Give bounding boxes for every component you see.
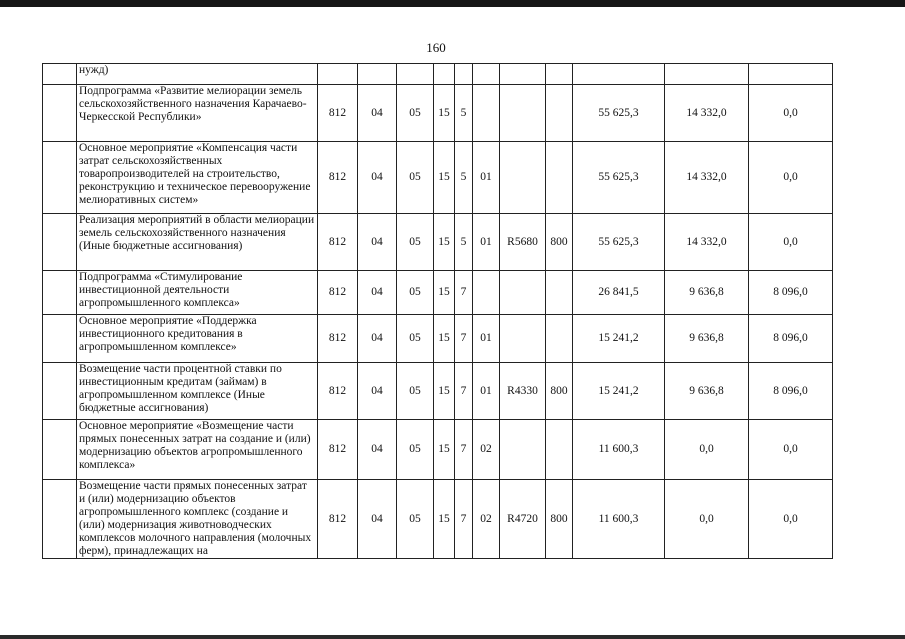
amount-cell-y2	[665, 142, 749, 214]
code-cell-pr	[397, 64, 434, 85]
amount-value: 14 332,0	[686, 106, 727, 119]
amount-value: 9 636,8	[689, 332, 724, 344]
code-cell-grbs: 812	[318, 85, 358, 142]
code-cell-prog: 15	[434, 214, 455, 271]
amount-cell-y1	[573, 480, 665, 559]
amount-value: 55 625,3	[598, 106, 639, 119]
code-cell-vr	[546, 64, 573, 85]
code-cell-dir	[500, 315, 546, 363]
table-row	[43, 271, 833, 315]
code-cell-pr: 05	[397, 315, 434, 363]
code-cell-grbs: 812	[318, 214, 358, 271]
code-cell-grbs: 812	[318, 142, 358, 214]
code-cell-vr	[546, 315, 573, 363]
code-cell-vr: 800	[546, 363, 573, 420]
row-name-cell: Основное мероприятие «Возмещение части прямых понесенных затрат на создание и (или) модернизацию объектов агропромышленного комплекса»	[77, 420, 318, 480]
code-cell-grbs: 812	[318, 271, 358, 315]
row-number-cell	[43, 420, 77, 480]
amount-cell-y1	[573, 85, 665, 142]
code-cell-dir: R5680	[500, 214, 546, 271]
code-cell-pr: 05	[397, 214, 434, 271]
code-cell-sub: 7	[455, 420, 473, 480]
code-cell-rz: 04	[358, 142, 397, 214]
row-name-cell: Основное мероприятие «Компенсация части затрат сельскохозяйственных товаропроизводителей на строительство, реконструкцию и техническое перевооружение мелиоративных систем»	[77, 142, 318, 214]
table-row	[43, 214, 833, 271]
code-cell-rz: 04	[358, 85, 397, 142]
code-cell-rz	[358, 64, 397, 85]
code-cell-dir	[500, 142, 546, 214]
code-cell-vr: 800	[546, 480, 573, 559]
code-cell-event	[473, 271, 500, 315]
row-number-cell	[43, 214, 77, 271]
table-row	[43, 315, 833, 363]
row-number-cell	[43, 480, 77, 559]
code-cell-vr	[546, 85, 573, 142]
amount-value: 14 332,0	[686, 235, 727, 248]
code-cell-vr	[546, 271, 573, 315]
table-row	[43, 363, 833, 420]
code-cell-dir	[500, 271, 546, 315]
scan-bottom-edge	[0, 635, 905, 639]
code-cell-sub: 7	[455, 480, 473, 559]
amount-cell-y3	[749, 363, 833, 420]
code-cell-vr: 800	[546, 214, 573, 271]
code-cell-pr: 05	[397, 480, 434, 559]
amount-value: 0,0	[783, 171, 798, 183]
amount-cell-y2	[665, 64, 749, 85]
amount-cell-y2	[665, 420, 749, 480]
code-cell-dir	[500, 85, 546, 142]
amount-value: 8 096,0	[773, 332, 808, 344]
table-row	[43, 64, 833, 85]
code-cell-prog	[434, 64, 455, 85]
code-cell-event: 01	[473, 142, 500, 214]
amount-cell-y2	[665, 363, 749, 420]
code-cell-grbs: 812	[318, 420, 358, 480]
code-cell-vr	[546, 420, 573, 480]
code-cell-pr: 05	[397, 271, 434, 315]
code-cell-prog: 15	[434, 363, 455, 420]
table-row	[43, 420, 833, 480]
amount-value: 9 636,8	[689, 384, 724, 397]
budget-table	[42, 63, 833, 559]
amount-value: 55 625,3	[598, 171, 639, 183]
amount-value: 0,0	[783, 443, 798, 455]
row-name-cell: нужд)	[77, 64, 318, 85]
code-cell-sub: 7	[455, 315, 473, 363]
amount-cell-y2	[665, 315, 749, 363]
code-cell-rz: 04	[358, 480, 397, 559]
code-cell-event	[473, 64, 500, 85]
amount-value: 0,0	[783, 106, 798, 119]
code-cell-sub: 5	[455, 214, 473, 271]
code-cell-event	[473, 85, 500, 142]
amount-cell-y3	[749, 315, 833, 363]
amount-cell-y1	[573, 214, 665, 271]
amount-cell-y3	[749, 480, 833, 559]
code-cell-rz: 04	[358, 363, 397, 420]
table-row	[43, 480, 833, 559]
row-number-cell	[43, 363, 77, 420]
table-row	[43, 142, 833, 214]
code-cell-prog: 15	[434, 85, 455, 142]
row-name-cell: Возмещение части прямых понесенных затрат и (или) модернизацию объектов агропромышленного комплекс (создание и (или) модернизация животноводческих комплексов молочного направления (молочных ферм), принадлежащих на	[77, 480, 318, 559]
row-name-cell: Подпрограмма «Стимулирование инвестиционной деятельности агропромышленного комплекса»	[77, 271, 318, 315]
amount-cell-y2	[665, 85, 749, 142]
code-cell-sub: 5	[455, 142, 473, 214]
table-row	[43, 85, 833, 142]
code-cell-sub: 7	[455, 363, 473, 420]
code-cell-grbs	[318, 64, 358, 85]
code-cell-prog: 15	[434, 142, 455, 214]
amount-value: 14 332,0	[686, 171, 727, 183]
code-cell-event: 01	[473, 214, 500, 271]
row-number-cell	[43, 271, 77, 315]
code-cell-dir: R4720	[500, 480, 546, 559]
code-cell-pr: 05	[397, 420, 434, 480]
code-cell-prog: 15	[434, 480, 455, 559]
row-name-cell: Возмещение части процентной ставки по инвестиционным кредитам (займам) в агропромышленном комплексе (Иные бюджетные ассигнования)	[77, 363, 318, 420]
code-cell-grbs: 812	[318, 363, 358, 420]
amount-value: 9 636,8	[689, 286, 724, 298]
amount-cell-y3	[749, 214, 833, 271]
row-number-cell	[43, 315, 77, 363]
row-number-cell	[43, 64, 77, 85]
amount-value: 0,0	[699, 443, 714, 455]
code-cell-sub: 7	[455, 271, 473, 315]
code-cell-prog: 15	[434, 420, 455, 480]
amount-cell-y1	[573, 420, 665, 480]
code-cell-event: 02	[473, 420, 500, 480]
amount-cell-y3	[749, 420, 833, 480]
code-cell-sub: 5	[455, 85, 473, 142]
amount-value: 0,0	[783, 235, 798, 248]
amount-cell-y3	[749, 85, 833, 142]
row-number-cell	[43, 142, 77, 214]
amount-cell-y1	[573, 64, 665, 85]
amount-cell-y3	[749, 64, 833, 85]
row-name-cell: Реализация мероприятий в области мелиорации земель сельскохозяйственного назначения (Иные бюджетные ассигнования)	[77, 214, 318, 271]
code-cell-prog: 15	[434, 315, 455, 363]
amount-value: 0,0	[699, 512, 714, 525]
code-cell-dir	[500, 64, 546, 85]
code-cell-event: 01	[473, 315, 500, 363]
code-cell-rz: 04	[358, 214, 397, 271]
amount-value: 26 841,5	[598, 286, 639, 298]
code-cell-pr: 05	[397, 363, 434, 420]
code-cell-pr: 05	[397, 142, 434, 214]
amount-value: 11 600,3	[598, 443, 639, 455]
code-cell-rz: 04	[358, 271, 397, 315]
scan-top-edge	[0, 0, 905, 7]
code-cell-sub	[455, 64, 473, 85]
code-cell-prog: 15	[434, 271, 455, 315]
amount-cell-y1	[573, 142, 665, 214]
amount-cell-y1	[573, 315, 665, 363]
amount-cell-y2	[665, 214, 749, 271]
row-name-cell: Подпрограмма «Развитие мелиорации земель сельскохозяйственного назначения Карачаево-Черкесской Республики»	[77, 85, 318, 142]
page-number: 160	[426, 40, 446, 55]
code-cell-event: 01	[473, 363, 500, 420]
code-cell-pr: 05	[397, 85, 434, 142]
amount-value: 8 096,0	[773, 286, 808, 298]
amount-value: 15 241,2	[598, 384, 639, 397]
amount-cell-y3	[749, 142, 833, 214]
amount-cell-y1	[573, 271, 665, 315]
code-cell-rz: 04	[358, 315, 397, 363]
code-cell-grbs: 812	[318, 480, 358, 559]
row-number-cell	[43, 85, 77, 142]
amount-cell-y1	[573, 363, 665, 420]
code-cell-vr	[546, 142, 573, 214]
row-name-cell: Основное мероприятие «Поддержка инвестиционного кредитования в агропромышленном комплексе»	[77, 315, 318, 363]
amount-cell-y2	[665, 480, 749, 559]
code-cell-event: 02	[473, 480, 500, 559]
amount-value: 15 241,2	[598, 332, 639, 344]
amount-value: 11 600,3	[598, 512, 639, 525]
amount-value: 0,0	[783, 512, 798, 525]
code-cell-dir: R4330	[500, 363, 546, 420]
amount-value: 55 625,3	[598, 235, 639, 248]
amount-cell-y3	[749, 271, 833, 315]
code-cell-grbs: 812	[318, 315, 358, 363]
amount-value: 8 096,0	[773, 384, 808, 397]
amount-cell-y2	[665, 271, 749, 315]
code-cell-rz: 04	[358, 420, 397, 480]
code-cell-dir	[500, 420, 546, 480]
